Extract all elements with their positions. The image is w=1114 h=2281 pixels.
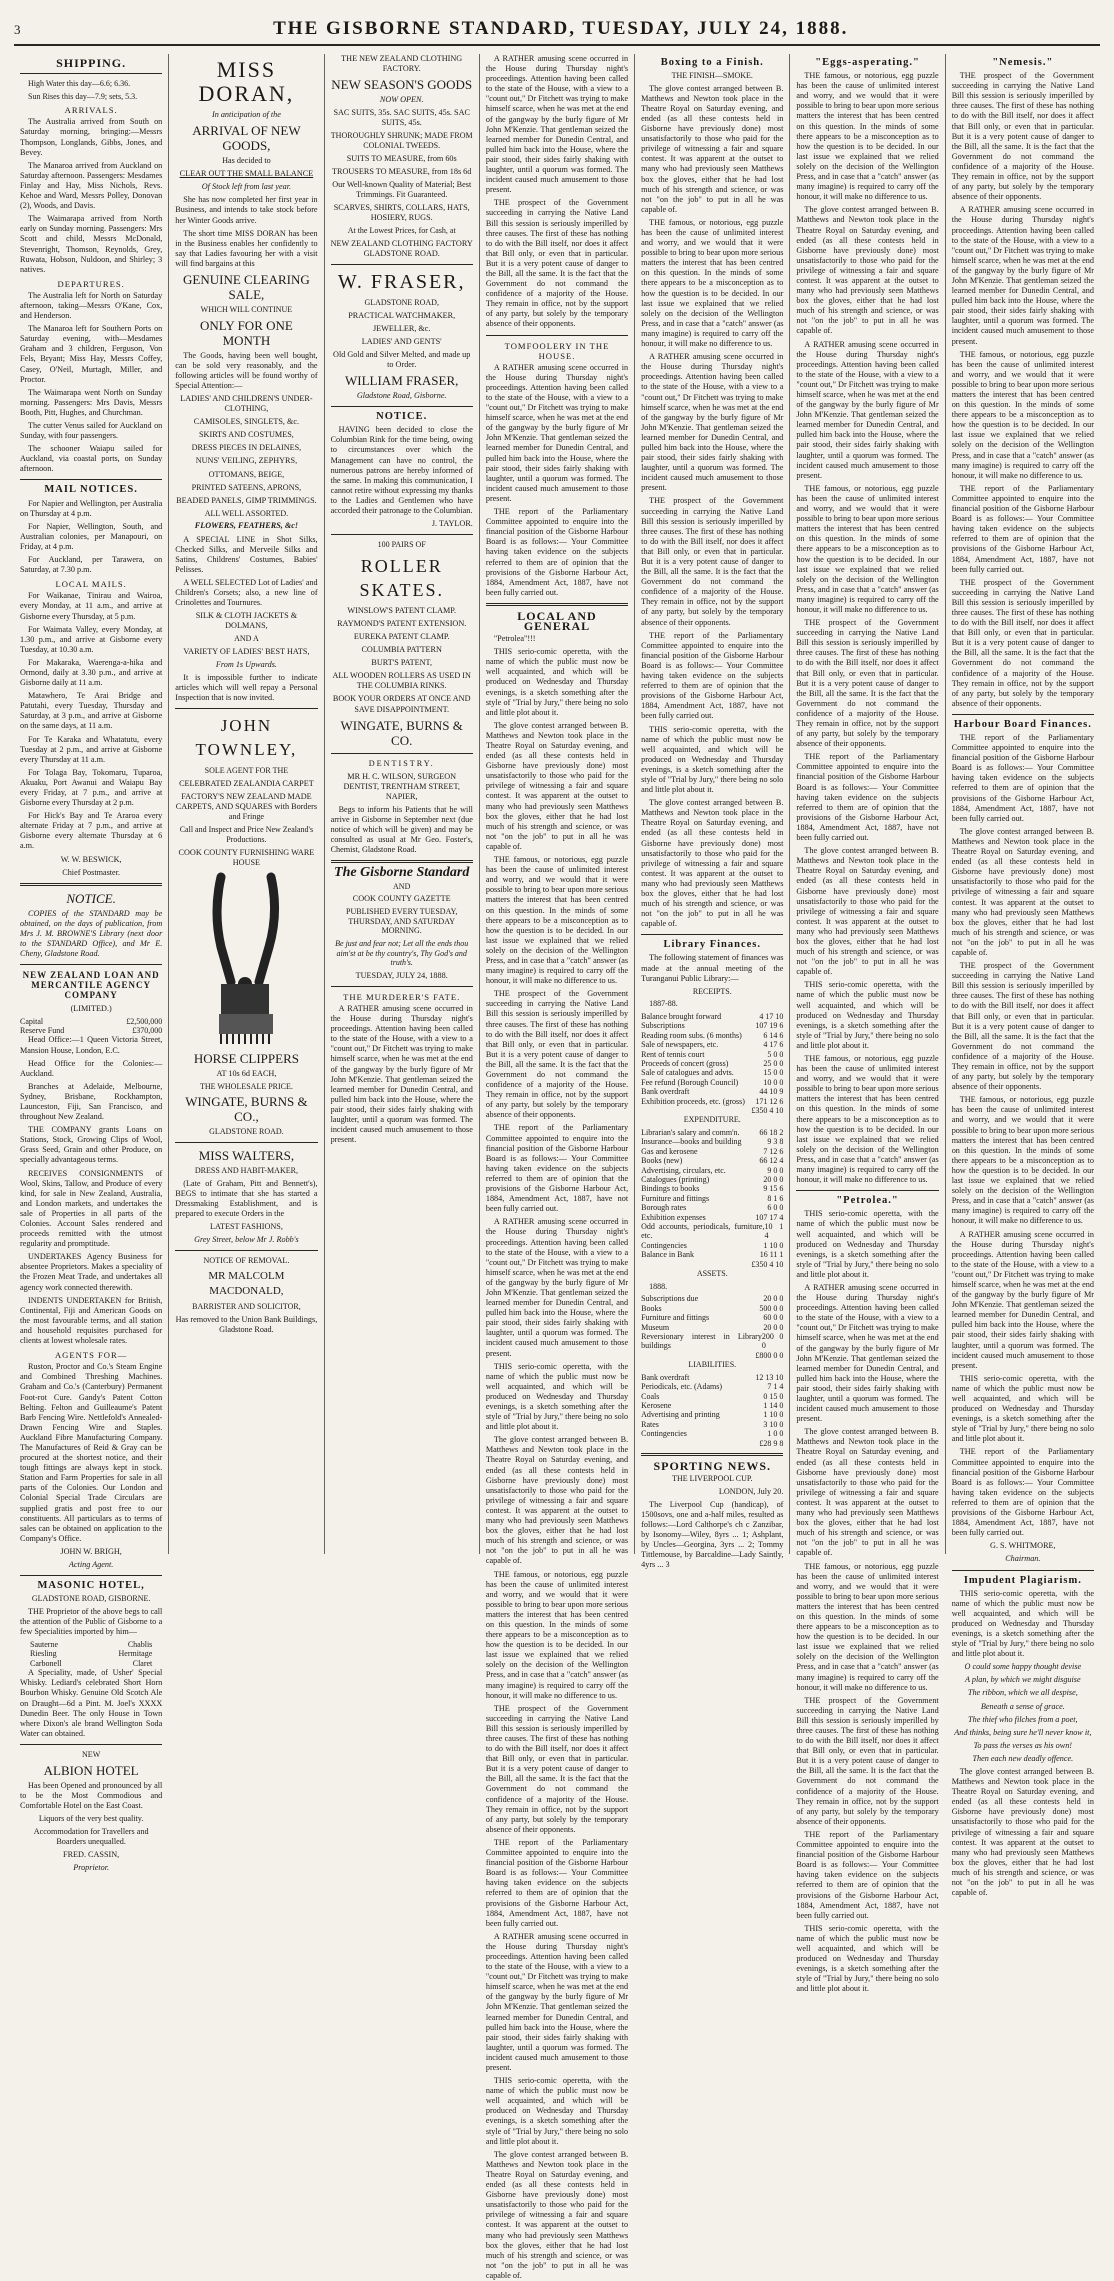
article-text: THE report of the Parliamentary Committee appointed to enquire into the financial position of the Gisborne Harbour Board is as follows:— Your Committee having taken evidence on the subjects referred to them are of opinion that the provisions of the Gisborne Harbour Act, 1884, Amendment Act, 1887, have not been fully carried out. [951,733,1094,823]
receipt-row: Bank overdraft 44 10 9 [641,1087,784,1097]
article-text: THE famous, or notorious, egg puzzle has been the cause of unlimited interest and worry, and we would that it were possible to bring to bear upon more serious matters the interest that has been centred on this question. In the minds of some there appears to be a misconception as to how the question is to be decided. In our last issue we explained that we relied solely on the decision of the Wellington Press, and in case that a "catch" answer (as many imagine) is required to carry off the honour, it will make no difference to us. [951,1095,1094,1226]
liability-total: £28 9 8 [759,1438,784,1448]
column-boxing-library [635,54,790,1570]
poem-line: And thinks, being sure he'll never know it, [954,1727,1092,1737]
agents-body: Ruston, Proctor and Co.'s Steam Engine and Combined Threshing Machines. Graham and Co.'s (Canterbury) Permanent Foot-rot Cure. Gandy's Patent Cotton Belting. Felton and Guilleaume's Patent Barb Fencing Wire. Nettlefold's Annealed-Drawn Fencing Wire and Staples. Auckland Fibre Manufacturing Company. The Manufactures of Reid & Gray can be procured at the shortest notice, and their tough fittings are always kept in stock. Station and Farm Properties for sale in all parts of the Colonies. Our London and Colonial Special Trade Circulars are supplied gratis and post free to our constituents. All particulars as to terms of sales can be obtained on application to the Company's Office. [20,1362,163,1543]
roller-skates: ROLLER SKATES. [359,555,444,600]
article-text: The glove contest arranged between B. Matthews and Newton took place in the Theatre Royal on Saturday evening, and ended (as all these contests held in Gisborne have previously done) most unsatisfactorily to those who paid for the privilege of witnessing a fair and square contest. It was apparent at the outset to many who had previously seen Matthews box the gloves, either that he had lost much of his strength and science, or was not "on the job" to put in all he was capable of. [796,846,939,977]
new-season: NEW SEASON'S GOODS [331,77,473,93]
doran-anticip: In anticipation of the [211,110,281,119]
article-text: The glove contest arranged between B. Matthews and Newton took place in the Theatre Royal on Saturday evening, and ended (as all these contests held in Gisborne have previously done) most unsatisfactorily to those who paid for the privilege of witnessing a fair and square contest. It was apparent at the outset to many who had previously seen Matthews box the gloves, either that he had lost much of his strength and science, or was not "on the job" to put in all he was capable of. [641,798,784,929]
masonic-body2: A Speciality, made, of Usher' Special Whisky. Lediard's celebrated Short Horn Bourbon Whisky. Genuine Old Scotch Ale on Draught—6d a Pint. M. Joel's XXXX Dunedin Beer. The only House in Town where Dixon's ale brand Wellington Soda Water can obtained. [20,1668,163,1738]
nzcf-head: THE NEW ZEALAND CLOTHING FACTORY. [341,54,463,74]
wingate-head: WINGATE, BURNS & CO., [185,1094,308,1125]
poem-line: To pass the verses as his own! [973,1740,1073,1750]
article-text: THE report of the Parliamentary Committee appointed to enquire into the financial position of the Gisborne Harbour Board is as follows:— Your Committee having taken evidence on the subjects referred to them are of opinion that the provisions of the Gisborne Harbour Act, 1884, Amendment Act, 1887, have not been fully carried out. [485,1123,629,1214]
masonic-sub: GLADSTONE ROAD, GISBORNE. [31,1594,151,1604]
skate-item: WINSLOW'S PATENT CLAMP. [347,605,456,615]
rink-notice-sign: J. TAYLOR. [431,519,473,529]
article-text: THE report of the Parliamentary Committee appointed to enquire into the financial position of the Gisborne Harbour Board is as follows:— Your Committee having taken evidence on the subjects referred to them are of opinion that the provisions of the Gisborne Harbour Act, 1884, Amendment Act, 1887, have not been fully carried out. [796,752,939,843]
expenditure-row: Catalogues (printing) 20 0 0 [641,1175,784,1185]
article-text: THE famous, or notorious, egg puzzle has been the cause of unlimited interest and worry, and we would that it were possible to bring to bear upon more serious matters the interest that has been centred on this question. In the minds of some there appears to be a misconception as to how the question is to be decided. In our last issue we explained that we relied solely on the decision of the Wellington Press, and in case that a "catch" answer (as many imagine) is required to carry off the honour, it will make no difference to us. [796,1561,939,1692]
assets-year: 1888. [649,1281,668,1291]
skate-item: BURT'S PATENT, [371,658,432,668]
whitmore: G. S. WHITMORE, [990,1541,1056,1551]
expenditure-row: Librarian's salary and comm'n. 66 18 2 [641,1128,784,1137]
receipts-list [641,1012,783,1115]
local-mail-item: For Hick's Bay and Te Araroa every alternate Friday at 7 p.m., and arrive at Gisborne every alternate Thursday at 6 a.m. [20,811,163,851]
article-text: THE report of the Parliamentary Committee appointed to enquire into the financial position of the Gisborne Harbour Board is as follows:— Your Committee having taken evidence on the subjects referred to them are of opinion that the provisions of the Gisborne Harbour Act, 1884, Amendment Act, 1887, have not been fully carried out. [485,1837,629,1928]
wilson-body: Begs to inform his Patients that he will arrive in Gisborne in September next (due notice of which will be given) and may be consulted as usual at Mr Geo. Foster's, Chemist, Gladstone Road. [330,805,473,855]
postmaster-name: W. W. BESWICK, [60,854,122,864]
article-text: A RATHER amusing scene occurred in the House during Thursday night's proceedings. Attention having been called to the state of the House, with a view to a "count out," Dr Fitchett was trying to make himself scarce, when he was met at the end of the gangway by the burly figure of Mr John M'Kenzie. That gentleman seized the learned member for Dunedin Central, and pulled him back into the House, where the pair stood, their sides fairly shaking with laughter, until a quorum was formed. The incident caused much amusement to those present. [951,1229,1094,1370]
column-ads-doran [169,54,324,1554]
page-number: 3 [14,22,22,37]
albion-prop: FRED. CASSIN, [63,1850,120,1860]
expenditure-row: Advertising, circulars, etc. 9 0 0 [641,1165,784,1175]
skate-item: RAYMOND'S PATENT EXTENSION. [337,618,467,628]
sun-times: Sun Rises this day—7.9; sets, 5.3. [28,91,138,101]
poem-line: O could some happy thought devise [964,1662,1082,1672]
nzcf-addr: NEW ZEALAND CLOTHING FACTORY GLADSTONE ROAD. [330,238,473,258]
article-text: THIS serio-comic operetta, with the name of which the public must now be well acquainted, and which will be produced on Wednesday and Thursday evenings, is a sketch something after the style of "Trial by Jury," there being no solo and little plot about it. [485,2076,629,2146]
receipt-row: Sale of catalogues and advts. 15 0 0 [641,1068,784,1078]
rink-notice-body: HAVING been decided to close the Columbian Rink for the time being, owing to circumstances over which the Management can have no control, the numerous patrons are hereby informed of the same. In making this communication, I cannot retire without expressing my thanks to the Ladies and Gentlemen who have accorded their patronage to the Columbian. [330,425,473,515]
asset-row: Museum 20 0 0 [641,1322,784,1332]
receipt-row: Reading room subs. (6 months) 6 14 6 [641,1030,784,1040]
wine-item: Carbonell [30,1658,62,1668]
article-text: THE report of the Parliamentary Committee appointed to enquire into the financial position of the Gisborne Harbour Board is as follows:— Your Committee having taken evidence on the subjects referred to them are of opinion that the provisions of the Gisborne Harbour Act, 1884, Amendment Act, 1887, have not been fully carried out. [641,630,784,721]
article-text: THE report of the Parliamentary Committee appointed to enquire into the financial position of the Gisborne Harbour Board is as follows:— Your Committee having taken evidence on the subjects referred to them are of opinion that the provisions of the Gisborne Harbour Act, 1884, Amendment Act, 1887, have not been fully carried out. [951,1447,1094,1538]
doran-clear: CLEAR OUT THE SMALL BALANCE [179,169,314,179]
boxing-sub: THE FINISH—SMOKE. [671,71,753,81]
mail-item: For Napier and Wellington, per Australia on Thursday at 4 p.m. [20,498,163,518]
liability-row: Advertising and printing 1 10 0 [641,1410,784,1420]
fraser-jeweller: JEWELLER, &c. [372,323,431,333]
liability-row: Kerosene 1 14 0 [641,1400,784,1410]
doran-decided: Has decided to [222,156,271,166]
paper-and: AND [393,881,411,891]
harbour-head: Harbour Board Finances. [953,718,1092,730]
petrolea-head: "Petrolea." [836,1195,899,1207]
article-text: A RATHER amusing scene occurred in the House during Thursday night's proceedings. Attention having been called to the state of the House, with a view to a "count out," Dr Fitchett was trying to make himself scarce, when he was met at the end of the gangway by the burly figure of Mr John M'Kenzie. That gentleman seized the learned member for Dunedin Central, and pulled him back into the House, where the pair stood, their sides fairly shaking with laughter, until a quorum was formed. The incident caused much amusement to those present. [485,1931,629,2072]
albion-liquors: Liquors of the very best quality. [38,1813,144,1823]
albion-head: ALBION HOTEL [43,1762,139,1778]
townley-call: Call and Inspect and Price New Zealand's Productions. [179,825,314,844]
article-text: A RATHER amusing scene occurred in the House during Thursday night's proceedings. Attention having been called to the state of the House, with a view to a "count out," Dr Fitchett was trying to make himself scarce, when he was met at the end of the gangway by the burly figure of Mr John M'Kenzie. That gentleman seized the learned member for Dunedin Central, and pulled him back into the House, where the pair stood, their sides fairly shaking with laughter, until a quorum was formed. The incident caused much amusement to those present. [485,1217,629,1358]
article-text: A RATHER amusing scene occurred in the House during Thursday night's proceedings. Attention having been called to the state of the House, with a view to a "count out," Dr Fitchett was trying to make himself scarce, when he was met at the end of the gangway by the burly figure of Mr John M'Kenzie. That gentleman seized the learned member for Dunedin Central, and pulled him back into the House, where the pair stood, their sides fairly shaking with laughter, until a quorum was formed. The incident caused much amusement to those present. [796,339,939,480]
from-upwards: From 1s Upwards. [215,660,277,670]
poem-line: A plan, by which we might disguise [965,1675,1081,1685]
departure-item: The Waimarapa went North on Sunday morning. Passengers: Mrs Davis, Messrs Booth, Pitt, Hughes, and Churchman. [20,387,163,417]
doran-item: DRESS PIECES IN DELAINES, [191,443,302,453]
receipt-total: £350 4 10 [751,1106,784,1115]
local-mail-item: For Makaraka, Waerenga-a-hika and Ormond, daily at 3.30 p.m., and arrive at Gisborne daily at 11 a.m. [20,657,163,688]
column-nemesis [946,54,1100,1898]
fraser-sub: GLADSTONE ROAD, [364,298,439,307]
article-text: A RATHER amusing scene occurred in the House during Thursday night's proceedings. Attention having been called to the state of the House, with a view to a "count out," Dr Fitchett was trying to make himself scarce, when he was met at the end of the gangway by the burly figure of Mr John M'Kenzie. That gentleman seized the learned member for Dunedin Central, and pulled him back into the House, where the pair stood, their sides fairly shaking with laughter, until a quorum was formed. The incident caused much amusement to those present. [951,205,1094,346]
article-text: THIS serio-comic operetta, with the name of which the public must now be well acquainted, and which will be produced on Wednesday and Thursday evenings, is a sketch something after the style of "Trial by Jury," there being no solo and little plot about it. [951,1373,1094,1444]
shrunk: THOROUGHLY SHRUNK; MADE FROM COLONIAL TWEEDS. [330,131,473,151]
clippers-price: AT 10s 6d EACH, [216,1068,277,1078]
wilson: MR H. C. WILSON, SURGEON DENTIST, TRENTHAM STREET, NAPIER, [343,771,460,801]
local-general-head: LOCAL AND GENERAL [517,608,597,633]
receipt-row: Exhibition proceeds, etc. (gross) 171 12 6 [641,1096,784,1106]
macdonald-body: Has removed to the Union Bank Buildings, Gladstone Road. [175,1314,318,1334]
silk-jackets: SILK & CLOTH JACKETS & DOLMANS, [195,611,298,631]
rink-notice-head: NOTICE. [376,411,428,423]
suits-measure: SUITS TO MEASURE, from 60s [346,153,457,163]
doran-item: CAMISOLES, SINGLETS, &c. [193,417,300,427]
wine-item: Hermitage [118,1649,153,1659]
doran-item: BEADED PANELS, GIMP TRIMMINGS. [176,495,317,505]
assets-list [641,1294,783,1360]
article-text: The glove contest arranged between B. Matthews and Newton took place in the Theatre Royal on Saturday evening, and ended (as all these contests held in Gisborne have previously done) most unsatisfactorily to those who paid for the privilege of witnessing a fair and square contest. It was apparent at the outset to many who had previously seen Matthews box the gloves, either that he had lost much of his strength and science, or was not "on the job" to put in all he was capable of. [796,205,939,336]
walters-sub: DRESS AND HABIT-MAKER, [194,1166,298,1176]
local-mails-head: LOCAL MAILS. [55,579,127,590]
liverpool-body: The Liverpool Cup (handicap), of 1500sovs, one and a-half miles, resulted as follows:—Lord Calthorpe's ch c Zanzibar, by Isonomy—Wiley, 8yrs ... 1; Ashplant, by Uncles—Georgina, 3yrs ... 2; Tommy Tittlemouse, by Barcaldine—Lady Saintly, 4yrs ... 3 [641,1499,784,1570]
article-text: THIS serio-comic operetta, with the name of which the public must now be well acquainted, and which will be produced on Wednesday and Thursday evenings, is a sketch something after the style of "Trial by Jury," there being no solo and little plot about it. [796,1923,939,1994]
sac-suits: SAC SUITS, 35s. SAC SUITS, 45s. SAC SUITS, 45s. [333,108,470,128]
cook-county: COOK COUNTY FURNISHING WARE HOUSE [178,847,315,867]
nzla-body: INDENTS UNDERTAKEN for British, Continental, Fiji and American Goods on the most favourable terms, and all station and household requisites purchased for clients at lowest wholesale rates. [20,1295,163,1346]
receipts-year: 1887-88. [649,999,678,1009]
eggs-head: "Eggs-asperating." [815,57,920,68]
expenditure-head: EXPENDITURE. [683,1115,741,1125]
genuine-sale: GENUINE CLEARING SALE, [183,272,310,303]
local-mail-item: Matawhero, Te Arai Bridge and Patutahi, every Tuesday, Thursday and Saturday, at 3 p.m., and arrive at Gisborne on the same days, at 11 a.m. [20,691,163,731]
sporting-head: SPORTING NEWS. [653,1458,772,1473]
variety-hats: VARIETY OF LADIES' BEST HATS, [183,646,310,656]
local-mail-item: For Tolaga Bay, Tokomaru, Tuparoa, Akuaku, Port Awanui and Waiapu Bay every Friday, at 7 p.m., and arrive at Gisborne every Thursday at 2 p.m. [20,767,163,808]
wholesale: THE WHOLESALE PRICE. [199,1081,293,1091]
townley-head: JOHN TOWNLEY, [195,716,298,760]
paper-gazette: COOK COUNTY GAZETTE [352,894,451,904]
roller-pairs: 100 PAIRS OF [377,540,426,550]
local-mail-item: For Te Karaka and Whatatutu, every Tuesday at 2 p.m., and arrive at Gisborne every Thursday at 11 a.m. [20,734,163,764]
library-intro: The following statement of finances was made at the annual meeting of the Turanganui Public Library:— [641,953,784,983]
petrolea-quote: "Petrolea"!!! [493,634,536,644]
article-text: THE prospect of the Government succeeding in carrying the Native Land Bill this session is seriously imperilled by three causes. The first of these has nothing to do with the Bill itself, nor does it affect that Bill only, or even that in particular. But it is a very potent cause of danger to the Bill, all the same. It is the fact that the Government do not command the confidence of a majority of the House. They remain in office, not by the support of any party, but solely by the temporary absence of their opponents. [641,496,784,627]
mail-item: For Auckland, per Tarawera, on Saturday, at 7.30 p.m. [20,555,163,575]
special-line: A SPECIAL LINE in Shot Silks, Checked Silks, and Merveile Silks and Satins, Childrens' Costumes, Babies' Pelisses. [175,534,318,574]
fraser-melted: Old Gold and Silver Melted, and made up to Order. [333,349,471,369]
article-text: THIS serio-comic operetta, with the name of which the public must now be well acquainted, and which will be produced on Wednesday and Thursday evenings, is a sketch something after the style of "Trial by Jury," there being no solo and little plot about it. [951,1588,1094,1659]
article-text: A RATHER amusing scene occurred in the House during Thursday night's proceedings. Attention having been called to the state of the House, with a view to a "count out," Dr Fitchett was trying to make himself scarce, when he was met at the end of the gangway by the burly figure of Mr John M'Kenzie. That gentleman seized the learned member for Dunedin Central, and pulled him back into the House, where the pair stood, their sides fairly shaking with laughter, until a quorum was formed. The incident caused much amusement to those present. [485,54,629,195]
motto: Be just and fear not; Let all the ends thou aim'st at be thy country's, Thy God's and truth's. [335,939,469,968]
fraser-addr: Gladstone Road, Gisborne. [356,391,447,401]
expenditure-row: Insurance—books and building 9 3 8 [641,1137,784,1147]
doran-item: PRINTED SATEENS, APRONS, [191,482,302,492]
wine-item: Riesling [30,1649,57,1659]
poem-line: Beneath a sense of grace. [980,1701,1065,1711]
article-text: THIS serio-comic operetta, with the name of which the public must now be well acquainted, and which will be produced on Wednesday and Thursday evenings, is a sketch something after the style of "Trial by Jury," there being no solo and little plot about it. [796,980,939,1050]
poem-line: The thief who filches from a poet, [968,1714,1078,1724]
expenditure-row: Books (new) 66 12 4 [641,1156,784,1166]
notice-head: NOTICE. [66,890,116,906]
townley-carpet: CELEBRATED ZEALANDIA CARPET [179,779,314,789]
notice-text: COPIES of the STANDARD may be obtained, on the days of publication, from Mrs J. M. BROWNE'S Library (next door to the STANDARD Office), and Mr E. Cheny, Gladstone Road. [20,908,163,959]
liability-row: Coals 0 15 0 [641,1391,784,1401]
liabilities-list [641,1373,783,1448]
removal-notice: NOTICE OF REMOVAL. [203,1256,290,1266]
mail-notices-head: MAIL NOTICES. [44,484,138,496]
book-orders: BOOK YOUR ORDERS AT ONCE AND SAVE DISAPPOINTMENT. [332,694,471,714]
receipt-row: Subscriptions 107 19 6 [641,1021,784,1031]
article-text: THE prospect of the Government succeeding in carrying the Native Land Bill this session is seriously imperilled by three causes. The first of these has nothing to do with the Bill itself, nor does it affect that Bill only, or even that in particular. But it is a very potent cause of danger to the Bill, all the same. It is the fact that the Government do not command the confidence of a majority of the House. They remain in office, not by the support of any party, but solely by the temporary absence of their opponents. [485,989,629,1120]
and-a: AND A [234,634,259,644]
expenditure-row: Odd accounts, periodicals, furniture, etc. 10 1 4 [641,1222,784,1241]
doran-stock: Of Stock left from last year. [201,182,292,192]
boxing-head: Boxing to a Finish. [660,57,764,68]
article-text: THE famous, or notorious, egg puzzle has been the cause of unlimited interest and worry, and we would that it were possible to bring to bear upon more serious matters the interest that has been centred on this question. In the minds of some there appears to be a misconception as to how the question is to be decided. In our last issue we explained that we relied solely on the decision of the Wellington Press, and in case that a "catch" answer (as many imagine) is required to carry off the honour, it will make no difference to us. [485,1569,629,1700]
doran-item: SKIRTS AND COSTUMES, [199,430,294,440]
liability-row: Bank overdraft 12 13 10 [641,1372,784,1382]
column-shipping [14,54,169,1873]
columns [14,54,1100,2280]
mail-item: For Napier, Wellington, South, and Australian colonies, per Manapouri, on Friday, at 4 p.m. [20,521,163,551]
reserve-row: Reserve Fund £370,000 [20,1026,163,1035]
whitmore-title: Chairman. [1005,1554,1041,1564]
scarves: SCARVES, SHIRTS, COLLARS, HATS, HOSIERY, RUGS. [333,203,470,223]
postmaster-title: Chief Postmaster. [62,867,121,877]
poem-line: The ribbon, which we all despise, [967,1688,1078,1698]
masonic-head: MASONIC HOTEL, [37,1580,145,1592]
expenditure-row: Gas and kerosene 7 12 6 [641,1146,784,1156]
article-text: THE famous, or notorious, egg puzzle has been the cause of unlimited interest and worry, and we would that it were possible to bring to bear upon more serious matters the interest that has been centred on this question. In the minds of some there appears to be a misconception as to how the question is to be decided. In our last issue we explained that we relied solely on the decision of the Wellington Press, and in case that a "catch" answer (as many imagine) is required to carry off the honour, it will make no difference to us. [485,855,629,986]
doran-arrival: ARRIVAL OF NEW GOODS, [192,123,301,154]
article-text: A RATHER amusing scene occurred in the House during Thursday night's proceedings. Attention having been called to the state of the House, with a view to a "count out," Dr Fitchett was trying to make himself scarce, when he was met at the end of the gangway by the burly figure of Mr John M'Kenzie. That gentleman seized the learned member for Dunedin Central, and pulled him back into the House, where the pair stood, their sides fairly shaking with laughter, until a quorum was formed. The incident caused much amusement to those present. [485,362,629,503]
local-mail-item: For Waimata Valley, every Monday, at 1.30 p.m., and arrive at Gisborne every Tuesday, at 10.30 a.m. [20,624,163,654]
lowest-prices: At the Lowest Prices, for Cash, at [347,226,456,236]
fraser-watches: LADIES' AND GENTS' [361,336,442,346]
library-head: Library Finances. [663,939,762,951]
article-text: A RATHER amusing scene occurred in the House during Thursday night's proceedings. Attention having been called to the state of the House, with a view to a "count out," Dr Fitchett was trying to make himself scarce, when he was met at the end of the gangway by the burly figure of Mr John M'Kenzie. That gentleman seized the learned member for Dunedin Central, and pulled him back into the House, where the pair stood, their sides fairly shaking with laughter, until a quorum was formed. The incident caused much amusement to those present. [796,1282,939,1424]
asset-row: Furniture and fittings 60 0 0 [641,1313,784,1323]
albion-new: NEW [82,1749,101,1759]
all-well: ALL WELL ASSORTED. [204,508,289,518]
assets-head: ASSETS. [696,1269,728,1279]
doran-body: She has now completed her first year in Business, and intends to take stock before her Winter Goods arrive. [175,195,318,225]
wingate-sub: GLADSTONE ROAD. [209,1127,284,1137]
receipts-head: RECEIPTS. [692,986,732,996]
macdonald-head: MR MALCOLM MACDONALD, [208,1270,285,1298]
walters-addr: Grey Street, below Mr J. Robb's [194,1235,299,1245]
article-text: THE famous, or notorious, egg puzzle has been the cause of unlimited interest and worry, and we would that it were possible to bring to bear upon more serious matters the interest that has been centred on this question. In the minds of some there appears to be a misconception as to how the question is to be decided. In our last issue we explained that we relied solely on the decision of the Wellington Press, and in case that a "catch" answer (as many imagine) is required to carry off the honour, it will make no difference to us. [951,349,1094,480]
expenditure-row: Bindings to books 9 15 6 [641,1184,784,1194]
article-text: The glove contest arranged between B. Matthews and Newton took place in the Theatre Royal on Saturday evening, and ended (as all these contests held in Gisborne have previously done) most unsatisfactorily to those who paid for the privilege of witnessing a fair and square contest. It was apparent at the outset to many who had previously seen Matthews box the gloves, either that he had lost much of his strength and science, or was not "on the job" to put in all he was capable of. [951,1767,1094,1898]
expenditure-row: Borough rates 6 0 0 [641,1203,784,1213]
plagiarism-head: Impudent Plagiarism. [963,1574,1082,1586]
fraser-name: WILLIAM FRASER, [345,373,459,389]
latest-fashions: LATEST FASHIONS, [209,1222,283,1232]
article-text: THE report of the Parliamentary Committee appointed to enquire into the financial position of the Gisborne Harbour Board is as follows:— Your Committee having taken evidence on the subjects referred to them are of opinion that the provisions of the Gisborne Harbour Act, 1884, Amendment Act, 1887, have not been fully carried out. [951,483,1094,574]
article-text: THE report of the Parliamentary Committee appointed to enquire into the financial position of the Gisborne Harbour Board is as follows:— Your Committee having taken evidence on the subjects referred to them are of opinion that the provisions of the Gisborne Harbour Act, 1884, Amendment Act, 1887, have not been fully carried out. [796,1829,939,1920]
asset-row: Subscriptions due 20 0 0 [641,1294,784,1304]
article-text: THE prospect of the Government succeeding in carrying the Native Land Bill this session is seriously imperilled by three causes. The first of these has nothing to do with the Bill itself, nor does it affect that Bill only, or even that in particular. But it is a very potent cause of danger to the Bill, all the same. It is the fact that the Government do not command the confidence of a majority of the House. They remain in office, not by the support of any party, but solely by the temporary absence of their opponents. [951,961,1094,1092]
departure-item: The Australia left for North on Saturday afternoon, taking—Messrs O'Kane, Cox, and Henderson. [20,290,163,321]
nzla-body: RECEIVES CONSIGNMENTS of Wool, Skins, Tallow, and Produce of every kind, for sale in New Zealand, Australia, and London markets, and undertakes the sale of Properties in all parts of the Colonies. Account Sales rendered and proceeds remitted with the utmost regularity and promptitude. [20,1168,163,1249]
article-text: THE prospect of the Government succeeding in carrying the Native Land Bill this session is seriously imperilled by three causes. The first of these has nothing to do with the Bill itself, nor does it affect that Bill only, or even that in particular. But it is a very potent cause of danger to the Bill, all the same. It is the fact that the Government do not command the confidence of a majority of the House. They remain in office, not by the support of any party, but solely by the temporary absence of their opponents. [485,1703,629,1834]
article-text: THIS serio-comic operetta, with the name of which the public must now be well acquainted, and which will be produced on Wednesday and Thursday evenings, is a sketch something after the style of "Trial by Jury," there being no solo and little plot about it. [485,1361,629,1432]
well-selected: A WELL SELECTED Lot of Ladies' and Children's Corsets; also, a new line of Crinolettes and Tournures. [175,577,318,608]
article-text: THE report of the Parliamentary Committee appointed to enquire into the financial position of the Gisborne Harbour Board is as follows:— Your Committee having taken evidence on the subjects referred to them are of opinion that the provisions of the Gisborne Harbour Act, 1884, Amendment Act, 1887, have not been fully carried out. [485,507,629,597]
arrival-item: The Manaroa arrived from Auckland on Saturday afternoon. Passengers: Mesdames Finlay and Hay, Miss Nichols, Revs. Kehoe and Ward, Messrs Polley, Donovan (2), Woods, and Davis. [20,160,163,211]
departure-item: The Manaroa left for Southern Ports on Saturday evening, with—Mesdames Graham and 3 children, Ferguson, Von Fels, Bryant; Miss Hay, Messrs Coffey, Casey, O'Neil, Murtagh, Miller, and Proctor. [20,324,163,384]
liability-row: Contingencies 1 0 0 [641,1429,784,1439]
albion-prop-title: Proprietor. [73,1863,110,1873]
expenditure-list [641,1128,783,1269]
receipt-row: Rent of tennis court 5 0 0 [641,1049,784,1059]
paper-title: The Gisborne Standard [334,865,470,881]
article-text: THIS serio-comic operetta, with the name of which the public must now be well acquainted, and which will be produced on Wednesday and Thursday evenings, is a sketch something after the style of "Trial by Jury," there being no solo and little plot about it. [641,724,784,795]
article-text: THE famous, or notorious, egg puzzle has been the cause of unlimited interest and worry, and we would that it were possible to bring to bear upon more serious matters the interest that has been centred on this question. In the minds of some there appears to be a misconception as to how the question is to be decided. In our last issue we explained that we relied solely on the decision of the Wellington Press, and in case that a "catch" answer (as many imagine) is required to carry off the honour, it will make no difference to us. [796,1054,939,1185]
asset-row: Books 500 0 0 [641,1303,784,1313]
liability-row: Rates 3 10 0 [641,1419,784,1429]
well-known: Our Well-known Quality of Material; Best Trimmings. Fit Guaranteed. [332,179,472,199]
horse-clippers-illustration [191,872,301,1047]
liability-row: Periodicals, etc. (Adams) 7 1 4 [641,1382,784,1392]
doran-item: LADIES' AND CHILDREN'S UNDER-CLOTHING, [180,394,313,414]
expenditure-total: £350 4 10 [751,1259,784,1269]
dentistry: DENTISTRY. [368,758,435,768]
walters-body: (Late of Graham, Pitt and Bennett's), BEGS to intimate that she has started a Dressmaking Establishment, and is prepared to execute Orders in the [175,1178,318,1218]
article-text: A RATHER amusing scene occurred in the House during Thursday night's proceedings. Attention having been called to the state of the House, with a view to a "count out," Dr Fitchett was trying to make himself scarce, when he was met at the end of the gangway by the burly figure of Mr John M'Kenzie. That gentleman seized the learned member for Dunedin Central, and pulled him back into the House, where the pair stood, their sides fairly shaking with laughter, until a quorum was formed. The incident caused much amusement to those present. [330,1004,473,1145]
liverpool-date: LONDON, July 20. [718,1486,784,1496]
wine-item: Chablis [127,1640,153,1650]
only-one-month: ONLY FOR ONE MONTH [200,317,293,348]
doran-body2: The short time MISS DORAN has been in the Business enables her confidently to say that Ladies favouring her with a visit will find bargains at this [175,228,318,268]
column-ads-clothing [325,54,480,1554]
date-line: TUESDAY, JULY 24, 1888. [355,970,448,980]
article-text: THE famous, or notorious, egg puzzle has been the cause of unlimited interest and worry, and we would that it were possible to bring to bear upon more serious matters the interest that has been centred on this question. In the minds of some there appears to be a misconception as to how the question is to be decided. In our last issue we explained that we relied solely on the decision of the Wellington Press, and in case that a "catch" answer (as many imagine) is required to carry off the honour, it will make no difference to us. [641,217,784,349]
fraser-trade: PRACTICAL WATCHMAKER, [348,310,456,320]
liverpool-cup: THE LIVERPOOL CUP. [672,1474,753,1484]
article-text: The glove contest arranged between B. Matthews and Newton took place in the Theatre Royal on Saturday evening, and ended (as all these contests held in Gisborne have previously done) most unsatisfactorily to those who paid for the privilege of witnessing a fair and square contest. It was apparent at the outset to many who had previously seen Matthews box the gloves, either that he had lost much of his strength and science, or was not "on the job" to put in all he was capable of. [485,720,629,851]
arrival-item: The Australia arrived from South on Saturday morning, bringing:—Messrs Thompson, Longlands, Gibbs, Jones, and Bevey. [20,117,163,157]
arrival-item: The Waimarapa arrived from North early on Sunday morning. Passengers: Mrs Scott and child, Messrs McDonald, Stevenright, Thomson, Reynolds, Grey, Ruwata, Hobson, Nuldoon, and Shirley; 3 natives. [20,214,163,274]
article-text: THE prospect of the Government succeeding in carrying the Native Land Bill this session is seriously imperilled by three causes. The first of these has nothing to do with the Bill itself, nor does it affect that Bill only, or even that in particular. But it is a very potent cause of danger to the Bill, all the same. It is the fact that the Government do not command the confidence of a majority of the House. They remain in office, not by the support of any party, but solely by the temporary absence of their opponents. [796,618,939,749]
doran-head: MISS DORAN, [198,57,295,106]
expenditure-row: Furniture and fittings 8 1 6 [641,1193,784,1203]
tomfoolery-head: TOMFOOLERY IN THE HOUSE. [504,340,610,361]
article-text: The glove contest arranged between B. Matthews and Newton took place in the Theatre Royal on Saturday evening, and ended (as all these contests held in Gisborne have previously done) most unsatisfactorily to those who paid for the privilege of witnessing a fair and square contest. It was apparent at the outset to many who had previously seen Matthews box the gloves, either that he had lost much of his strength and science, or was not "on the job" to put in all he was capable of. [485,1435,629,1566]
column-eggs-petrolea [790,54,945,1994]
masthead [14,18,1100,46]
albion-accom: Accommodation for Travellers and Boarders unequalled. [33,1826,149,1846]
expenditure-row: Balance in Bank 16 11 1 [641,1250,784,1260]
nzla-limited: (LIMITED.) [70,1003,112,1013]
head-office: Head Office:—1 Queen Victoria Street, Mansion House, London, E.C. [20,1035,163,1055]
article-text: THIS serio-comic operetta, with the name of which the public must now be well acquainted, and which will be produced on Wednesday and Thursday evenings, is a sketch something after the style of "Trial by Jury," there being no solo and little plot about it. [485,647,629,717]
article-text: A RATHER amusing scene occurred in the House during Thursday night's proceedings. Attention having been called to the state of the House, with a view to a "count out," Dr Fitchett was trying to make himself scarce, when he was met at the end of the gangway by the burly figure of Mr John M'Kenzie. That gentleman seized the learned member for Dunedin Central, and pulled him back into the House, where the pair stood, their sides fairly shaking with laughter, until a quorum was formed. The incident caused much amusement to those present. [641,352,784,493]
article-text: The glove contest arranged between B. Matthews and Newton took place in the Theatre Royal on Saturday evening, and ended (as all these contests held in Gisborne have previously done) most unsatisfactorily to those who paid for the privilege of witnessing a fair and square contest. It was apparent at the outset to many who had previously seen Matthews box the gloves, either that he had lost much of his strength and science, or was not "on the job" to put in all he was capable of. [796,1427,939,1558]
skate-item: EUREKA PATENT CLAMP. [353,631,450,641]
arrivals-head: ARRIVALS. [64,105,118,116]
murderer-head: THE MURDERER'S FATE. [343,991,461,1002]
wingate-2: WINGATE, BURNS & CO. [340,717,463,748]
asset-row: Reversionary interest in Library buildings 200 0 0 [641,1331,784,1351]
nzla-head: NEW ZEALAND LOAN AND MERCANTILE AGENCY COMPANY [22,970,160,1001]
capital-row: Capital £2,500,000 [20,1016,163,1026]
newspaper-title: THE GISBORNE STANDARD, TUESDAY, JULY 24, 1888. [273,18,849,39]
article-text: THIS serio-comic operetta, with the name of which the public must now be well acquainted, and which will be produced on Wednesday and Thursday evenings, is a sketch something after the style of "Trial by Jury," there being no solo and little plot about it. [796,1209,939,1279]
published: PUBLISHED EVERY TUESDAY, THURSDAY, AND SATURDAY MORNING. [346,907,458,936]
doran-body3: The Goods, having been well bought, can be sold very reasonably, and the following articles will be found worthy of Special Attention:— [175,350,318,390]
townley-factory: FACTORY'S NEW ZEALAND MADE CARPETS, AND SQUARES with Borders and Fringe [175,792,318,822]
receipt-row: Sale of newspapers, etc. 4 17 6 [641,1040,784,1050]
column-news [480,54,635,2280]
article-text: THE prospect of the Government succeeding in carrying the Native Land Bill this session is seriously imperilled by three causes. The first of these has nothing to do with the Bill itself, nor does it affect that Bill only, or even that in particular. But it is a very potent cause of danger to the Bill, all the same. It is the fact that the Government do not command the confidence of a majority of the House. They remain in office, not by the support of any party, but solely by the temporary absence of their opponents. [796,1695,939,1826]
article-text: THE prospect of the Government succeeding in carrying the Native Land Bill this session is seriously imperilled by three causes. The first of these has nothing to do with the Bill itself, nor does it affect that Bill only, or even that in particular. But it is a very potent cause of danger to the Bill, all the same. It is the fact that the Government do not command the confidence of a majority of the House. They remain in office, not by the support of any party, but solely by the temporary absence of their opponents. [951,577,1094,708]
agent-name: JOHN W. BRIGH, [60,1546,122,1556]
article-text: THE famous, or notorious, egg puzzle has been the cause of unlimited interest and worry, and we would that it were possible to bring to bear upon more serious matters the interest that has been centred on this question. In the minds of some there appears to be a misconception as to how the question is to be decided. In our last issue we explained that we relied solely on the decision of the Wellington Press, and in case that a "catch" answer (as many imagine) is required to carry off the honour, it will make no difference to us. [796,483,939,614]
impossible: It is impossible further to indicate articles which will well repay a Personal Inspection that is now invited. [175,673,318,703]
nzla-body: UNDERTAKES Agency Business for absentee Proprietors. Makes a speciality of the Frozen Meat Trade, and undertakes all agency work connected therewith. [20,1252,163,1292]
departure-item: The cutter Venus sailed for Auckland on Sunday, with four passengers. [20,421,163,441]
colonies-office: Head Office for the Colonies:—Auckland. [20,1058,163,1078]
townley-agent: SOLE AGENT FOR THE [204,766,289,776]
nemesis-head: "Nemesis." [992,57,1054,68]
wine-item: Claret [132,1658,153,1668]
branches: Branches at Adelaide, Melbourne, Sydney, Brisbane, Rockhampton, Launceston, Fiji, San Francisco, and throughout New Zealand. [20,1081,163,1122]
trousers-measure: TROUSERS TO MEASURE, from 18s 6d [332,166,472,176]
masonic-body: THE Proprietor of the above begs to call the attention of the Public of Gisborne to a few Specialities imported by him— [20,1606,163,1636]
departure-item: The schooner Waiapu sailed for Auckland, via coastal ports, on Sunday afternoon. [20,444,163,474]
article-text: The glove contest arranged between B. Matthews and Newton took place in the Theatre Royal on Saturday evening, and ended (as all these contests held in Gisborne have previously done) most unsatisfactorily to those who paid for the privilege of witnessing a fair and square contest. It was apparent at the outset to many who had previously seen Matthews box the gloves, either that he had lost much of his strength and science, or was not "on the job" to put in all he was capable of. [641,83,784,214]
receipt-row: Proceeds of concert (gross) 25 0 0 [641,1058,784,1068]
article-text: The glove contest arranged between B. Matthews and Newton took place in the Theatre Royal on Saturday evening, and ended (as all these contests held in Gisborne have previously done) most unsatisfactorily to those who paid for the privilege of witnessing a fair and square contest. It was apparent at the outset to many who had previously seen Matthews box the gloves, either that he had lost much of his strength and science, or was not "on the job" to put in all he was capable of. [485,2149,629,2280]
article-text: THE prospect of the Government succeeding in carrying the Native Land Bill this session is seriously imperilled by three causes. The first of these has nothing to do with the Bill itself, nor does it affect that Bill only, or even that in particular. But it is a very potent cause of danger to the Bill, all the same. It is the fact that the Government do not command the confidence of a majority of the House. They remain in office, not by the support of any party, but solely by the temporary absence of their opponents. [951,71,1094,202]
poem-line: Then each new deadly offence. [972,1753,1074,1763]
which-will: WHICH WILL CONTINUE [200,305,293,315]
wooden-rollers: ALL WOODEN ROLLERS AS USED IN THE COLUMBIA RINKS. [332,671,471,691]
expenditure-row: Contingencies 1 10 0 [641,1240,784,1250]
expenditure-row: Exhibition expenses 107 17 4 [641,1212,784,1222]
article-text: The glove contest arranged between B. Matthews and Newton took place in the Theatre Royal on Saturday evening, and ended (as all these contests held in Gisborne have previously done) most unsatisfactorily to those who paid for the privilege of witnessing a fair and square contest. It was apparent at the outset to many who had previously seen Matthews box the gloves, either that he had lost much of his strength and science, or was not "on the job" to put in all he was capable of. [951,826,1094,957]
macdonald-sub: BARRISTER AND SOLICITOR, [192,1302,301,1312]
agent-title: Acting Agent. [68,1560,114,1569]
article-text: THE famous, or notorious, egg puzzle has been the cause of unlimited interest and worry, and we would that it were possible to bring to bear upon more serious matters the interest that has been centred on this question. In the minds of some there appears to be a misconception as to how the question is to be decided. In our last issue we explained that we relied solely on the decision of the Wellington Press, and in case that a "catch" answer (as many imagine) is required to carry off the honour, it will make no difference to us. [796,71,939,202]
receipt-row: Balance brought forward 4 17 10 [641,1011,784,1021]
doran-item: OTTOMANS, BEIGE, [208,469,285,479]
shipping-head: SHIPPING. [56,56,127,70]
liabilities-head: LIABILITIES. [688,1360,737,1370]
departures-head: DEPARTURES. [57,278,125,289]
receipt-row: Fee refund (Borough Council) 10 0 0 [641,1077,784,1087]
tides: High Water this day—6.6; 6.36. [28,79,131,89]
nzla-body: THE COMPANY grants Loans on Stations, Stock, Growing Clips of Wool, Grass Seed, Grain and other Produce, on specially advantageous terms. [20,1125,163,1165]
albion-body: Has been Opened and pronounced by all to be the Most Commodious and Comfortable Hotel on the East Coast. [20,1780,163,1810]
flowers: FLOWERS, FEATHERS, &c! [194,521,299,531]
wine-item: Sauterne [30,1640,58,1650]
agents-head: AGENTS FOR— [54,1350,128,1361]
walters-head: MISS WALTERS, [198,1148,295,1164]
skate-item: COLUMBIA PATTERN [361,645,442,655]
doran-item: NUNS' VEILING, ZEPHYRS, [195,456,298,466]
asset-total: £800 0 0 [755,1350,784,1360]
now-open: NOW OPEN. [379,95,424,105]
article-text: THE prospect of the Government succeeding in carrying the Native Land Bill this session is seriously imperilled by three causes. The first of these has nothing to do with the Bill itself, nor does it affect that Bill only, or even that in particular. But it is a very potent cause of danger to the Bill, all the same. It is the fact that the Government do not command the confidence of a majority of the House. They remain in office, not by the support of any party, but solely by the temporary absence of their opponents. [485,198,629,329]
local-mail-item: For Waikanae, Tinirau and Wairoa, every Monday, at 11 a.m., and arrive at Gisborne every Thursday, at 5 p.m. [20,591,163,621]
horse-clippers: HORSE CLIPPERS [193,1050,299,1066]
fraser-head: W. FRASER, [337,271,466,293]
